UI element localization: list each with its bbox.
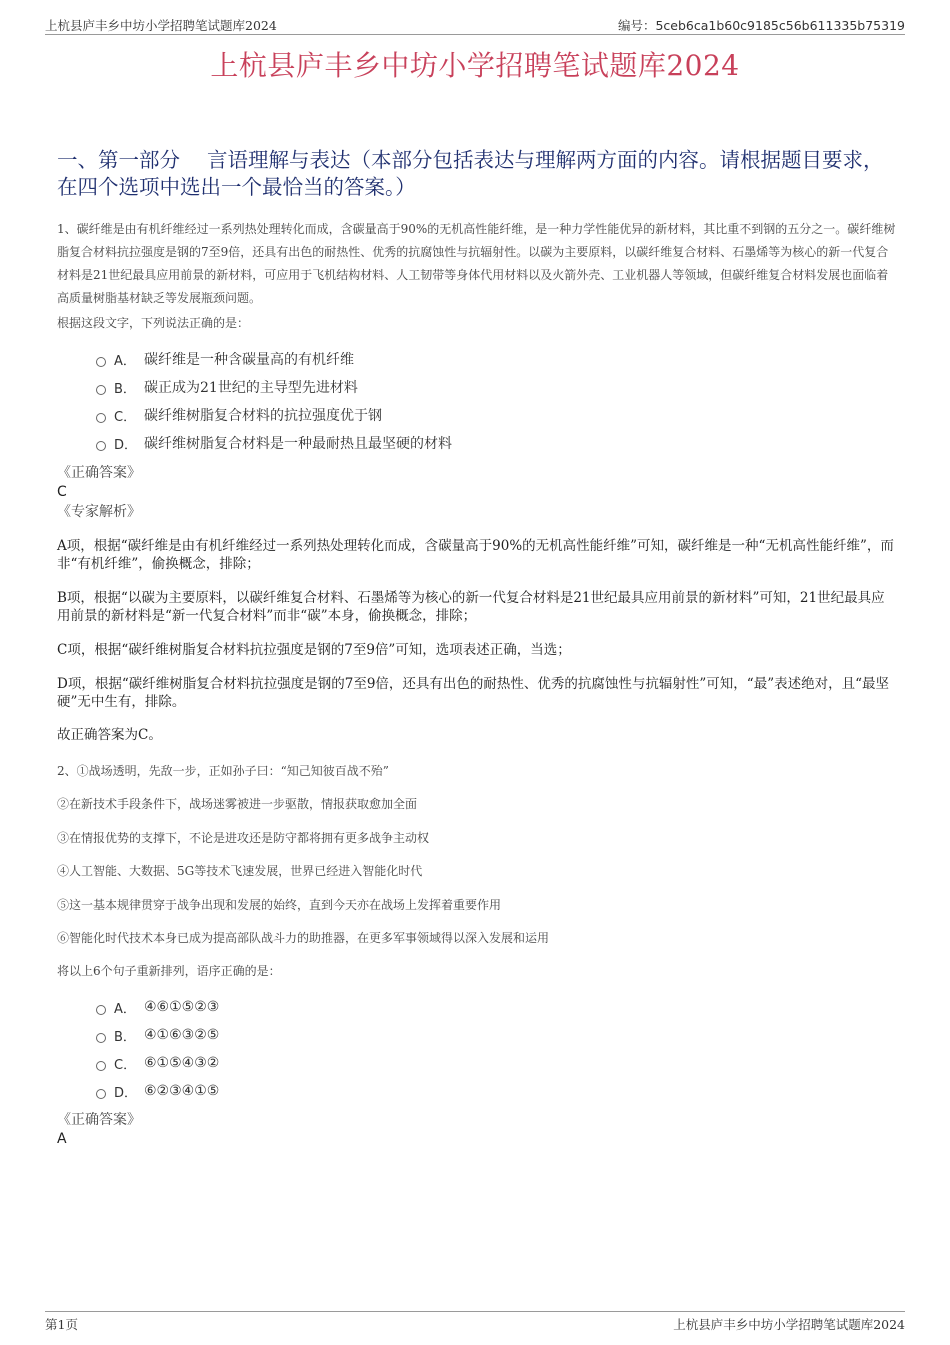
header-code-value: 5ceb6ca1b60c9185c56b611335b75319: [655, 18, 905, 33]
q1-option-b[interactable]: [96, 373, 452, 401]
q1-option-d[interactable]: [96, 429, 452, 457]
option-text: 碳正成为21世纪的主导型先进材料: [144, 380, 358, 396]
footer-page-number: 第1页: [45, 1317, 78, 1332]
option-letter: D．: [114, 437, 138, 453]
footer-title: 上杭县庐丰乡中坊小学招聘笔试题库2024: [673, 1317, 905, 1332]
q1-option-c[interactable]: [96, 401, 452, 429]
option-text: 碳纤维树脂复合材料是一种最耐热且最坚硬的材料: [144, 436, 452, 452]
q1-analysis-a: A项，根据“碳纤维是由有机纤维经过一系列热处理转化而成，含碳量高于90%的无机高性能纤维”可知，碳纤维是一种“无机高性能纤维”，而非“有机纤维”，偷换概念，排除；: [57, 538, 894, 572]
q2-sentence-4: ④人工智能、大数据、5G等技术飞速发展，世界已经进入智能化时代: [57, 864, 423, 878]
q2-sentence-6: ⑥智能化时代技术本身已成为提高部队战斗力的助推器，在更多军事领域得以深入发展和运用: [57, 931, 550, 945]
option-text: ④①⑥③②⑤: [144, 1027, 220, 1043]
radio-icon[interactable]: [96, 1061, 106, 1071]
option-text: ⑥②③④①⑤: [144, 1083, 220, 1099]
radio-icon[interactable]: [96, 385, 106, 395]
q2-answer: A: [57, 1131, 67, 1147]
option-text: 碳纤维是一种含碳量高的有机纤维: [144, 352, 354, 368]
q1-options: [96, 345, 452, 457]
q2-option-a[interactable]: [96, 993, 219, 1021]
q2-option-b[interactable]: [96, 1021, 219, 1049]
q1-stem: 1、碳纤维是由有机纤维经过一系列热处理转化而成，含碳量高于90%的无机高性能纤维，是一种力学性能优异的新材料，其比重不到钢的五分之一。碳纤维树脂复合材料抗拉强度是钢的7至9倍，还具有出色的耐热性、优秀的抗腐蚀性与抗辐射性。以碳为主要原料，以碳纤维复合材料、石墨烯等为核心的新一代复合材料是21世纪最具应用前景的新材料，可应用于飞机结构材料、人工韧带等身体代用材料以及火箭外壳、工业机器人等领域，但碳纤维复合材料发展也面临着高质量树脂基材缺乏等发展瓶颈问题。: [57, 222, 896, 305]
option-letter: B．: [114, 1029, 136, 1045]
q1-answer: C: [57, 484, 67, 500]
option-text: 碳纤维树脂复合材料的抗拉强度优于钢: [144, 408, 382, 424]
header-code: [618, 16, 905, 34]
q2-options: [96, 993, 219, 1105]
q2-sentence-1: 2、①战场透明，先敌一步，正如孙子曰：“知己知彼百战不殆”: [57, 764, 389, 778]
radio-icon[interactable]: [96, 441, 106, 451]
option-letter: C．: [114, 409, 137, 425]
q1-answer-label: 《正确答案》: [57, 465, 141, 481]
q1-analysis-label: 《专家解析》: [57, 504, 141, 520]
option-letter: C．: [114, 1057, 137, 1073]
header-code-label: 编号：: [617, 18, 656, 33]
section-heading: 一、第一部分 言语理解与表达（本部分包括表达与理解两方面的内容。请根据题目要求，在四个选项中选出一个最恰当的答案。）: [57, 148, 884, 199]
option-text: ④⑥①⑤②③: [144, 999, 220, 1015]
document-title: 上杭县庐丰乡中坊小学招聘笔试题库2024: [210, 49, 740, 82]
q2-sentence-2: ②在新技术手段条件下，战场迷雾被进一步驱散，情报获取愈加全面: [57, 797, 418, 811]
q1-analysis-c: C项，根据“碳纤维树脂复合材料抗拉强度是钢的7至9倍”可知，选项表述正确，当选；: [57, 642, 571, 658]
q1-option-a[interactable]: [96, 345, 452, 373]
page-footer: [45, 1311, 905, 1332]
q1-analysis-conclusion: 故正确答案为C。: [57, 727, 162, 743]
q2-option-c[interactable]: [96, 1049, 219, 1077]
page-header: [45, 14, 905, 35]
q1-question: 根据这段文字，下列说法正确的是：: [57, 316, 250, 330]
option-letter: B．: [114, 381, 136, 397]
q1-analysis-b: B项，根据“以碳为主要原料，以碳纤维复合材料、石墨烯等为核心的新一代复合材料是21世纪最具应用前景的新材料”可知，21世纪最具应用前景的新材料是“新一代复合材料”而非“碳”本身，偷换概念，排除；: [57, 590, 885, 624]
q2-answer-label: 《正确答案》: [57, 1112, 141, 1128]
q1-analysis-d: D项，根据“碳纤维树脂复合材料抗拉强度是钢的7至9倍，还具有出色的耐热性、优秀的抗腐蚀性与抗辐射性”可知，“最”表述绝对，且“最坚硬”无中生有，排除。: [57, 676, 890, 710]
option-letter: D．: [114, 1085, 138, 1101]
radio-icon[interactable]: [96, 1089, 106, 1099]
header-title: 上杭县庐丰乡中坊小学招聘笔试题库2024: [45, 18, 277, 33]
radio-icon[interactable]: [96, 413, 106, 423]
option-text: ⑥①⑤④③②: [144, 1055, 220, 1071]
q2-option-d[interactable]: [96, 1077, 219, 1105]
q2-question: 将以上6个句子重新排列，语序正确的是：: [57, 964, 281, 978]
radio-icon[interactable]: [96, 1033, 106, 1043]
q2-sentence-3: ③在情报优势的支撑下，不论是进攻还是防守都将拥有更多战争主动权: [57, 831, 430, 845]
option-letter: A．: [114, 353, 136, 369]
q2-sentence-5: ⑤这一基本规律贯穿于战争出现和发展的始终，直到今天亦在战场上发挥着重要作用: [57, 898, 502, 912]
radio-icon[interactable]: [96, 357, 106, 367]
option-letter: A．: [114, 1001, 136, 1017]
radio-icon[interactable]: [96, 1005, 106, 1015]
